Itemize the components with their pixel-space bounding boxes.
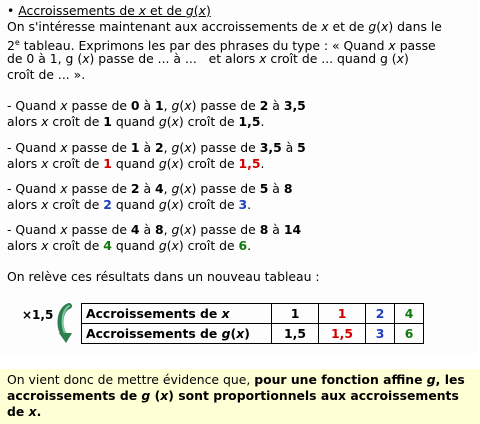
table-row — [82, 304, 424, 324]
statement-4-line-1: - Quand x passe de 4 à 8, g(x) passe de 8 à 14 — [7, 222, 302, 237]
conclusion-text — [7, 372, 473, 420]
curved-arrow-icon — [55, 302, 77, 344]
conclusion-box — [0, 369, 480, 424]
statement-2-line-2: alors x croît de 1 quand g(x) croît de 1,5. — [7, 156, 265, 171]
table-cell: 1 — [319, 304, 366, 324]
table-row — [82, 324, 424, 344]
statement-1-line-2: alors x croît de 1 quand g(x) croît de 1,5. — [7, 114, 265, 129]
intro-line-4: croît de ... ». — [7, 67, 86, 82]
table-cell: 6 — [395, 324, 424, 344]
statement-3-line-2: alors x croît de 2 quand g(x) croît de 3. — [7, 197, 252, 212]
intro-line-3: de 0 à 1, g (x) passe de ... à ... et alors x croît de ... quand g (x) — [7, 51, 409, 66]
summary-line: On relève ces résultats dans un nouveau tableau : — [7, 269, 320, 284]
row-2-label: Accroissements de g(x) — [82, 324, 272, 344]
statement-2-line-1: - Quand x passe de 1 à 2, g(x) passe de 3,5 à 5 — [7, 140, 306, 155]
table-cell: 1,5 — [319, 324, 366, 344]
section-heading — [7, 3, 211, 19]
conclusion-bold: pour une fonction affine g, les accroissements de g (x) sont proportionnels aux accroissements de x. — [7, 372, 465, 419]
row-1-label: Accroissements de x — [82, 304, 272, 324]
table-cell: 4 — [395, 304, 424, 324]
table-cell: 1,5 — [272, 324, 319, 344]
conclusion-normal: On vient donc de mettre évidence que, — [7, 372, 255, 387]
increments-table — [81, 303, 424, 344]
statement-1-line-1: - Quand x passe de 0 à 1, g(x) passe de 2 à 3,5 — [7, 98, 306, 113]
bullet: • — [7, 3, 15, 18]
table-cell: 3 — [366, 324, 395, 344]
intro-line-1: On s'intéresse maintenant aux accroissements de x et de g(x) dans le — [7, 19, 442, 34]
table-cell: 2 — [366, 304, 395, 324]
heading-text: Accroissements de x et de g(x) — [18, 3, 211, 18]
statement-3-line-1: - Quand x passe de 2 à 4, g(x) passe de 5 à 8 — [7, 181, 293, 196]
multiplier-label: ×1,5 — [22, 308, 54, 322]
statement-4-line-2: alors x croît de 4 quand g(x) croît de 6. — [7, 238, 252, 253]
table-cell: 1 — [272, 304, 319, 324]
intro-line-2: 2e tableau. Exprimons les par des phrases du type : « Quand x passe — [7, 38, 436, 54]
